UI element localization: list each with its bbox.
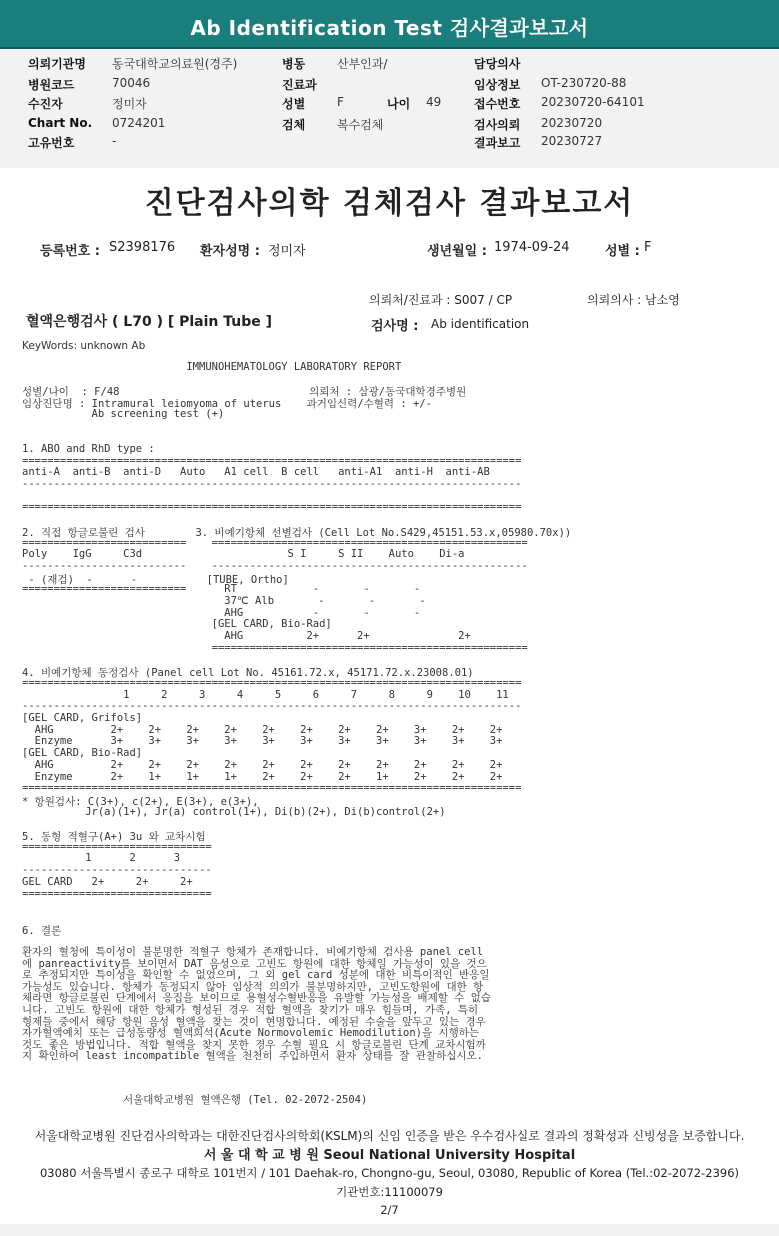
lab-line: ========================== RT - - - bbox=[22, 583, 421, 596]
header-band bbox=[0, 0, 779, 49]
lab-line: 1 2 3 4 5 6 7 8 9 10 11 bbox=[22, 688, 509, 701]
certification-line: 서울대학교병원 진단검사의학과는 대한진단검사의학회(KSLM)의 신임 인증을 받은 우수검사실로 결과의 정확성과 신빙성을 보증합니다. bbox=[34, 1129, 745, 1143]
institution-label: 의뢰기관명 bbox=[28, 57, 86, 71]
lab-line: ============================== bbox=[22, 840, 212, 853]
report-sex-value: F bbox=[644, 240, 652, 255]
dept-label: 진료과 bbox=[282, 78, 317, 92]
lab-line: 6. 결론 bbox=[22, 924, 62, 937]
lab-line: =============================================================================== bbox=[22, 782, 522, 795]
reg-label: 등록번호 : bbox=[40, 244, 100, 259]
lab-line: =============================================================================== bbox=[22, 676, 522, 689]
dept-line: 의뢰처/진료과 : S007 / CP bbox=[369, 293, 513, 307]
hospital-address: 03080 서울특별시 종로구 대학로 101번지 / 101 Daehak-ro, Chongno-gu, Seoul, 03080, Republic of Korea (Tel.:02-2072-2396) bbox=[39, 1166, 740, 1180]
ward-value: 산부인과/ bbox=[337, 57, 388, 71]
lab-line: =============================================================================== bbox=[22, 501, 522, 514]
sex-value: F bbox=[337, 95, 344, 109]
lab-line: =============================================================================== bbox=[22, 454, 522, 467]
request-label: 검사의뢰 bbox=[474, 118, 521, 132]
patient-label: 수진자 bbox=[28, 97, 63, 111]
age-label: 나이 bbox=[387, 97, 411, 111]
lab-line: - (재검) - - [TUBE, Ortho] bbox=[22, 573, 289, 586]
chart-label: Chart No. bbox=[28, 116, 93, 130]
doctor-line: 의뢰의사 : 남소영 bbox=[587, 293, 680, 307]
uid-label: 고유번호 bbox=[28, 136, 75, 150]
lab-line: ------------------------------ bbox=[22, 864, 212, 877]
report-value: 20230727 bbox=[541, 134, 603, 148]
name-value: 정미자 bbox=[268, 244, 306, 259]
lab-line: Enzyme 2+ 1+ 1+ 1+ 2+ 2+ 2+ 1+ 2+ 2+ 2+ bbox=[22, 770, 503, 783]
lab-line: 2. 직접 항글로불린 검사 3. 비예기항체 선별검사 (Cell Lot No.S429,45151.53.x,05980.70x)) bbox=[22, 526, 572, 539]
patient-value: 정미자 bbox=[112, 97, 147, 111]
conclusion-text: 환자의 혈청에 특이성이 불분명한 적혈구 항체가 존재합니다. 비예기항체 검사용 panel cell에 panreactivity를 보이면서 DAT 음성으로 고빈도 항원에 대한 항체일 가능성이 있을 것으로 추정되지만 특이성을 확인할 수 없었으며, 그 외 gel card 성분에 대한 비특이적인 반응일 가능성도 있습니다. 항체가 동정되지 않아 임상적 의의가 불분명하지만, 고빈도항원에 대한 항체라면 항글로불린 단계에서 응집을 보이므로 용혈성수혈반응을 유발할 가능성을 배제할 수 없습니다. 고빈도 항원에 대한 항체가 형성된 경우 적합 혈액을 찾기가 매우 힘들며, 가족, 특히 형제들 중에서 해당 항원 음성 혈액을 찾는 것이 현명합니다. 예정된 수술을 앞두고 있는 경우 자가혈액예치 또는 급성동량성 혈액희석(Acute Normovolemic Hemodilution)을 시행하는 것도 좋은 방법입니다. 적합 혈액을 찾지 못한 경우 수혈 필요 시 항글로불린 단계 교차시험까지 확인하여 least incompatible 혈액을 천천히 주입하면서 환자 상태를 잘 관찰하십시오. bbox=[22, 946, 491, 1063]
lab-line: * 항원검사: C(3+), c(2+), E(3+), e(3+), bbox=[22, 795, 259, 808]
scanned-report-page bbox=[0, 168, 779, 1224]
lab-line: 37℃ Alb - - - bbox=[22, 595, 426, 607]
lab-line: 성별/나이 : F/48 의뢰처 : 삼광/동국대학경주병원 bbox=[22, 386, 467, 399]
reg-value: S2398176 bbox=[109, 240, 176, 255]
lab-line: 5. 동형 적혈구(A+) 3u 와 교차시험 bbox=[22, 831, 206, 843]
report-main-title: 진단검사의학 검체검사 결과보고서 bbox=[144, 186, 635, 221]
report-label: 결과보고 bbox=[474, 136, 521, 150]
lab-line: ------------------------------------------------------------------------------- bbox=[22, 700, 522, 713]
lab-line: [GEL CARD, Grifols] bbox=[22, 712, 143, 724]
lab-line: IMMUNOHEMATOLOGY LABORATORY REPORT bbox=[22, 361, 402, 373]
page-number: 2/7 bbox=[380, 1203, 399, 1217]
test-title: 혈액은행검사 ( L70 ) [ Plain Tube ] bbox=[26, 314, 273, 330]
clinical-value: OT-230720-88 bbox=[541, 76, 627, 90]
lab-line: AHG - - - bbox=[22, 606, 421, 619]
lab-line: ========================== ================================================== bbox=[22, 536, 528, 549]
lab-line: 임상진단명 : Intramural leiomyoma of uterus 과거임신력/수혈력 : +/- bbox=[22, 398, 433, 411]
request-value: 20230720 bbox=[541, 116, 603, 130]
institution-value: 동국대학교의료원(경주) bbox=[112, 57, 238, 71]
lab-line: ------------------------------------------------------------------------------- bbox=[22, 478, 522, 490]
doctor-label: 담당의사 bbox=[474, 57, 521, 71]
code-value: 70046 bbox=[112, 76, 151, 90]
code-label: 병원코드 bbox=[28, 78, 75, 92]
lab-line: ================================================== bbox=[22, 641, 528, 654]
lab-line: Jr(a)(1+), Jr(a) control(1+), Di(b)(2+), Di(b)control(2+) bbox=[22, 805, 446, 818]
lab-line: anti-A anti-B anti-D Auto A1 cell B cell anti-A1 anti-H anti-AB bbox=[22, 466, 490, 479]
uid-value: - bbox=[112, 134, 117, 148]
lab-line: Enzyme 3+ 3+ 3+ 3+ 3+ 3+ 3+ 3+ 3+ 3+ 3+ bbox=[22, 735, 503, 748]
lab-line: AHG 2+ 2+ 2+ 2+ 2+ 2+ 2+ 2+ 2+ 2+ 2+ bbox=[22, 758, 503, 771]
lab-line: ============================== bbox=[22, 887, 212, 900]
lab-line: 1. ABO and RhD type : bbox=[22, 442, 155, 455]
lab-line: [GEL CARD, Bio-Rad] bbox=[22, 747, 143, 760]
lab-line: AHG 2+ 2+ 2+ bbox=[22, 630, 471, 643]
keywords: KeyWords: unknown Ab bbox=[22, 340, 146, 352]
blood-bank-line: 서울대학교병원 혈액은행 (Tel. 02-2072-2504) bbox=[123, 1094, 368, 1106]
age-value: 49 bbox=[426, 95, 442, 109]
lab-line: Poly IgG C3d S I S II Auto Di-a bbox=[22, 548, 465, 561]
specimen-value: 복수검체 bbox=[337, 118, 384, 132]
lab-line: 1 2 3 bbox=[22, 852, 181, 865]
test-name-value: Ab identification bbox=[431, 317, 530, 331]
chart-value: 0724201 bbox=[112, 116, 166, 130]
clinical-label: 임상정보 bbox=[474, 78, 521, 92]
lab-line: 4. 비예기항체 동정검사 (Panel cell Lot No. 45161.72.x, 45171.72.x.23008.01) bbox=[22, 667, 474, 680]
hospital-name: 서 울 대 학 교 병 원 Seoul National University Hospital bbox=[203, 1148, 576, 1163]
lab-line: AHG 2+ 2+ 2+ 2+ 2+ 2+ 2+ 2+ 3+ 2+ 2+ bbox=[22, 723, 503, 736]
patient-meta-grid bbox=[0, 55, 779, 155]
dob-label: 생년월일 : bbox=[427, 244, 487, 259]
receipt-value: 20230720-64101 bbox=[541, 95, 645, 109]
specimen-label: 검체 bbox=[282, 118, 306, 132]
name-label: 환자성명 : bbox=[200, 244, 260, 259]
sex-label: 성별 bbox=[282, 97, 306, 111]
ward-label: 병동 bbox=[282, 57, 306, 71]
header-title: Ab Identification Test 검사결과보고서 bbox=[190, 16, 589, 40]
dob-value: 1974-09-24 bbox=[494, 240, 570, 255]
receipt-label: 접수번호 bbox=[474, 97, 521, 111]
report-sex-label: 성별 : bbox=[605, 244, 640, 259]
institution-number: 기관번호:11100079 bbox=[336, 1185, 443, 1199]
lab-line: -------------------------- -------------------------------------------------- bbox=[22, 559, 528, 572]
test-name-label: 검사명 : bbox=[371, 319, 419, 334]
lab-line: [GEL CARD, Bio-Rad] bbox=[22, 618, 332, 631]
lab-line: GEL CARD 2+ 2+ 2+ bbox=[22, 875, 193, 888]
lab-line: Ab screening test (+) bbox=[22, 407, 225, 420]
